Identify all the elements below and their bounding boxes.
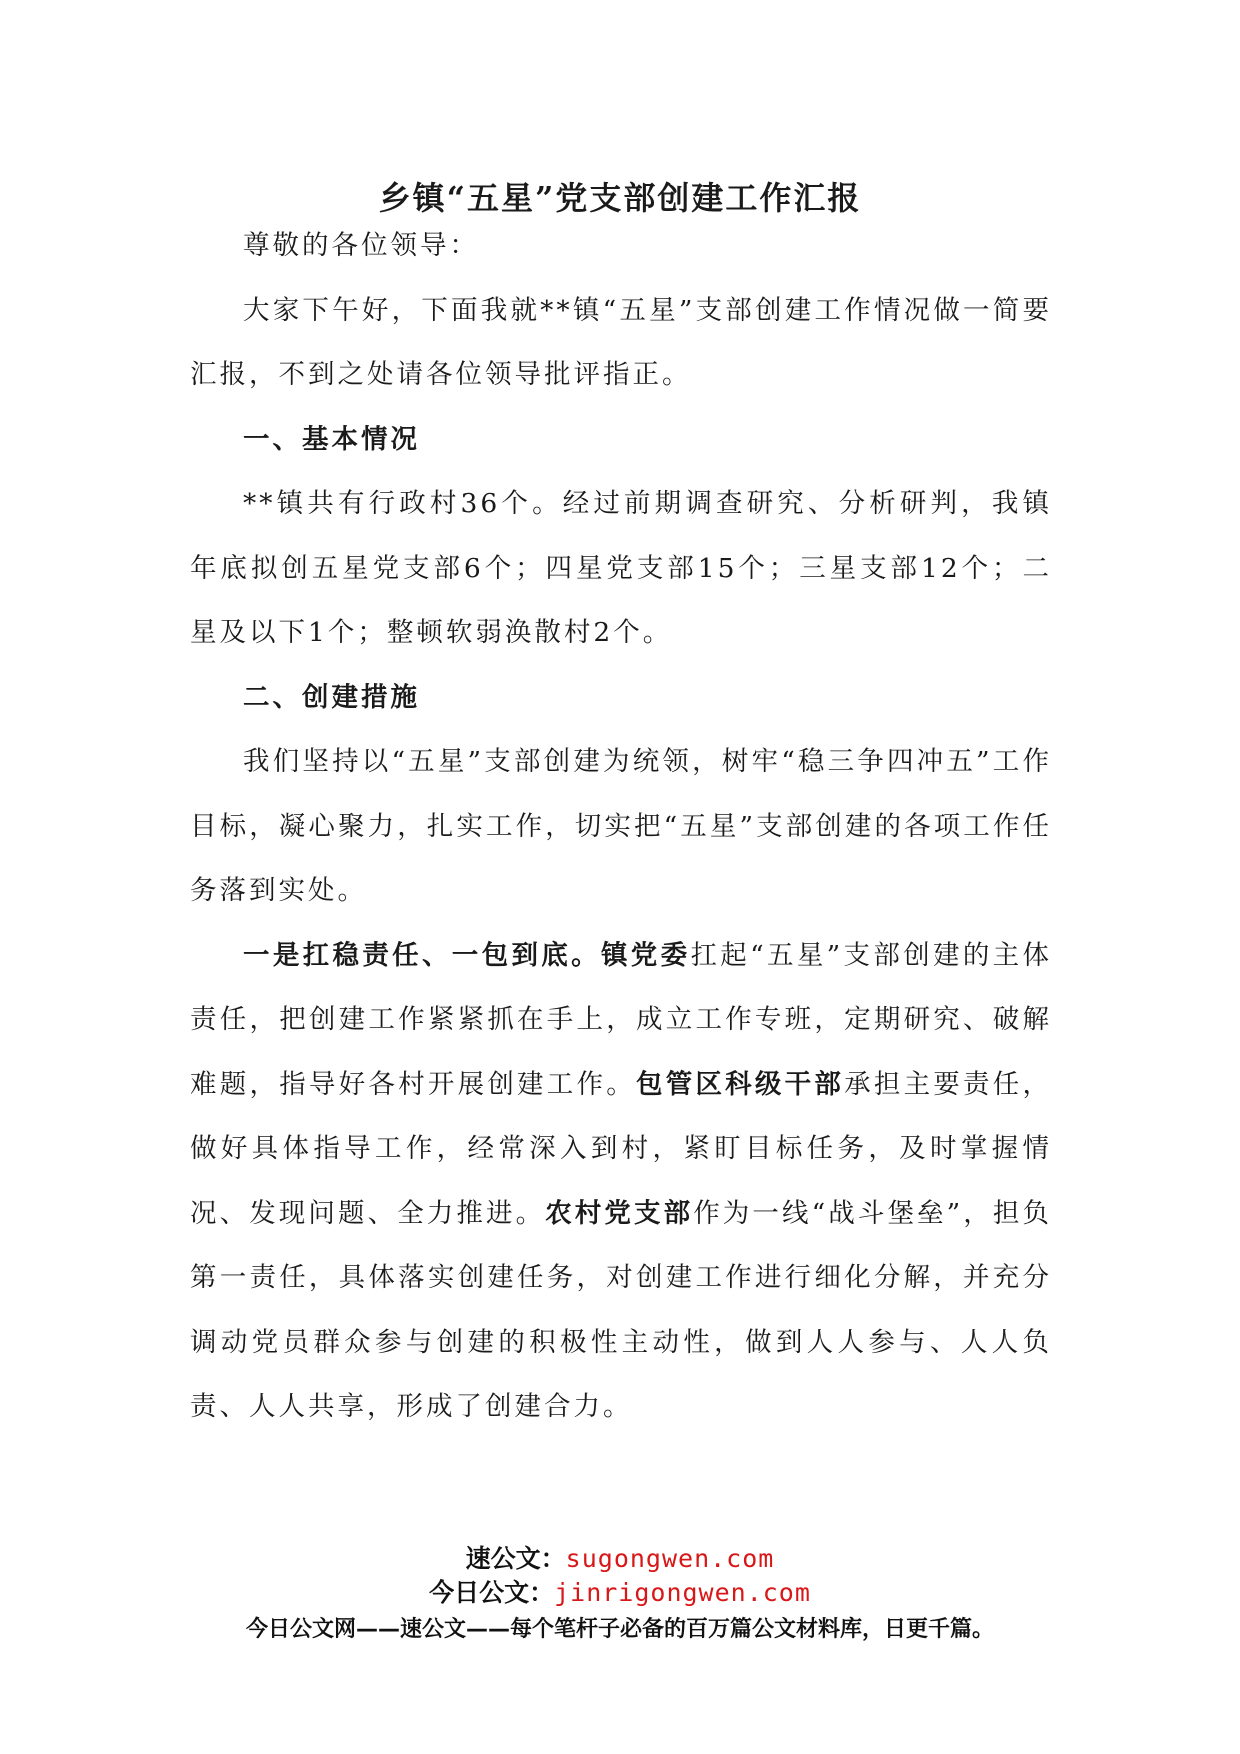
footer-line-sugongwen xyxy=(0,1542,1240,1576)
document-title: 乡镇“五星”党支部创建工作汇报 xyxy=(378,179,862,217)
section-heading-measures: 二、创建措施 xyxy=(243,681,420,713)
section-measures-paragraph: 我们坚持以“五星”支部创建为统领，树牢“稳三争四冲五”工作目标，凝心聚力，扎实工作，切实把“五星”支部创建的各项工作任务落到实处。 xyxy=(190,746,1052,906)
footer-link-jinrigongwen[interactable]: jinrigongwen.com xyxy=(554,1578,811,1607)
section-heading-basic: 一、基本情况 xyxy=(243,423,420,455)
footer-slogan: 今日公文网——速公文——每个笔杆子必备的百万篇公文材料库，日更千篇。 xyxy=(245,1617,994,1642)
responsibility-paragraph xyxy=(190,924,1052,1440)
intro-paragraph: 大家下午好，下面我就**镇“五星”支部创建工作情况做一简要汇报，不到之处请各位领导批评指正。 xyxy=(190,294,1052,390)
footer-link-sugongwen[interactable]: sugongwen.com xyxy=(565,1544,775,1573)
footer-label-sugongwen: 速公文： xyxy=(465,1544,566,1573)
paragraph-text-c: 作为一线“战斗堡垒”，担负第一责任，具体落实创建任务，对创建工作进行细化分解，并充分调动党员群众参与创建的积极性主动性，做到人人参与、人人负责、人人共享，形成了创建合力。 xyxy=(190,1197,1052,1422)
salutation: 尊敬的各位领导： xyxy=(243,230,479,261)
paragraph-text-a: 扛起“五星”支部创建的主体责任，把创建工作紧紧抓在手上，成立工作专班，定期研究、破解难题，指导好各村开展创建工作。 xyxy=(190,939,1052,1100)
bold-phrase-cadres: 包管区科级干部 xyxy=(635,1068,845,1100)
document-body xyxy=(190,214,1052,1440)
footer-label-jinrigongwen: 今日公文： xyxy=(429,1578,555,1607)
bold-phrase-branch: 农村党支部 xyxy=(545,1197,694,1229)
section-basic-paragraph: **镇共有行政村36个。经过前期调查研究、分析研判，我镇年底拟创五星党支部6个；四星党支部15个；三星支部12个；二星及以下1个；整顿软弱涣散村2个。 xyxy=(190,488,1052,648)
footer-watermark xyxy=(0,1542,1240,1646)
paragraph-text-b: 承担主要责任，做好具体指导工作，经常深入到村，紧盯目标任务，及时掌握情况、发现问题、全力推进。 xyxy=(190,1068,1053,1229)
bold-lead-phrase: 一是扛稳责任、一包到底。镇党委 xyxy=(243,939,691,971)
footer-line-jinrigongwen xyxy=(0,1576,1240,1610)
